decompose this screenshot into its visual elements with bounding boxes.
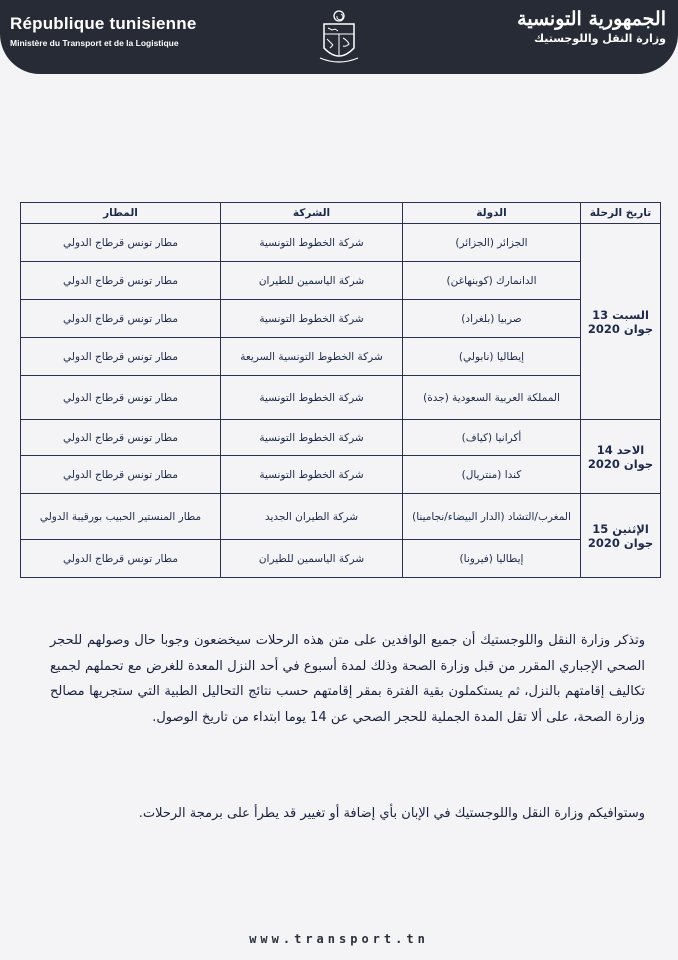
country-cell: الجزائر (الجزائر): [403, 224, 581, 262]
table-row: [21, 420, 661, 456]
column-header-company: الشركة: [221, 203, 403, 224]
column-header-country: الدولة: [403, 203, 581, 224]
ministry-name-fr: Ministère du Transport et de la Logistique: [10, 38, 179, 48]
column-header-date: تاريخ الرحلة: [581, 203, 661, 224]
airport-cell: مطار تونس قرطاج الدولي: [21, 262, 221, 300]
airport-cell: مطار تونس قرطاج الدولي: [21, 338, 221, 376]
company-cell: شركة الخطوط التونسية: [221, 376, 403, 420]
country-cell: الدانمارك (كوبنهاغن): [403, 262, 581, 300]
country-cell: إيطاليا (نابولي): [403, 338, 581, 376]
company-cell: شركة الخطوط التونسية السريعة: [221, 338, 403, 376]
country-cell: إيطاليا (فيرونا): [403, 540, 581, 578]
table-row: [21, 376, 661, 420]
table-header-row: [21, 203, 661, 224]
airport-cell: مطار تونس قرطاج الدولي: [21, 376, 221, 420]
airport-cell: مطار تونس قرطاج الدولي: [21, 540, 221, 578]
republic-title-fr: République tunisienne: [10, 14, 197, 33]
country-cell: صربيا (بلغراد): [403, 300, 581, 338]
quarantine-notice-paragraph: وتذكر وزارة النقل واللوجستيك أن جميع الوافدين على متن هذه الرحلات سيخضعون وجوبا حال وصولهم للحجر الصحي الإجباري المقرر من قبل وزارة الصحة وذلك لمدة أسبوع في أحد النزل المعدة للغرض مع تحملهم لجميع تكاليف إقامتهم بالنزل، ثم يستكملون بقية الفترة بمقر إقامتهم حسب نتائج التحاليل الطبية التي ستجريها مصالح وزارة الصحة، على ألا تقل المدة الجملية للحجر الصحي عن 14 يوما ابتداء من تاريخ الوصول.: [50, 633, 645, 725]
column-header-airport: المطار: [21, 203, 221, 224]
table-row: [21, 300, 661, 338]
letterhead: [0, 0, 678, 74]
letterhead-french: [10, 14, 197, 48]
company-cell: شركة الخطوط التونسية: [221, 224, 403, 262]
country-cell: المغرب/التشاد (الدار البيضاء/نجامينا): [403, 494, 581, 540]
flight-date: السبت 13 جوان 2020: [581, 224, 661, 420]
republic-title-ar: الجمهورية التونسية: [517, 8, 666, 30]
table-row: [21, 494, 661, 540]
company-cell: شركة الخطوط التونسية: [221, 420, 403, 456]
country-cell: المملكة العربية السعودية (جدة): [403, 376, 581, 420]
airport-cell: مطار تونس قرطاج الدولي: [21, 456, 221, 494]
company-cell: شركة الياسمين للطيران: [221, 540, 403, 578]
table-row: [21, 338, 661, 376]
tunisia-emblem-icon: [316, 8, 362, 66]
airport-cell: مطار تونس قرطاج الدولي: [21, 300, 221, 338]
company-cell: شركة الطيران الجديد: [221, 494, 403, 540]
flight-date: الاحد 14 جوان 2020: [581, 420, 661, 494]
flight-date: الإثنين 15 جوان 2020: [581, 494, 661, 578]
ministry-name-ar: وزارة النقل واللوجستيك: [533, 32, 666, 45]
ministry-website: www.transport.tn: [249, 932, 429, 946]
airport-cell: مطار المنستير الحبيب بورقيبة الدولي: [21, 494, 221, 540]
company-cell: شركة الخطوط التونسية: [221, 456, 403, 494]
company-cell: شركة الياسمين للطيران: [221, 262, 403, 300]
table-row: [21, 456, 661, 494]
letterhead-arabic: [517, 8, 666, 45]
company-cell: شركة الخطوط التونسية: [221, 300, 403, 338]
country-cell: كندا (منتريال): [403, 456, 581, 494]
airport-cell: مطار تونس قرطاج الدولي: [21, 420, 221, 456]
country-cell: أكرانيا (كياف): [403, 420, 581, 456]
flights-table: [20, 202, 661, 578]
table-row: [21, 224, 661, 262]
airport-cell: مطار تونس قرطاج الدولي: [21, 224, 221, 262]
table-row: [21, 262, 661, 300]
updates-notice-paragraph: وستوافيكم وزارة النقل واللوجستيك في الإبان بأي إضافة أو تغيير قد يطرأ على برمجة الرحلات.: [138, 806, 645, 821]
table-row: [21, 540, 661, 578]
